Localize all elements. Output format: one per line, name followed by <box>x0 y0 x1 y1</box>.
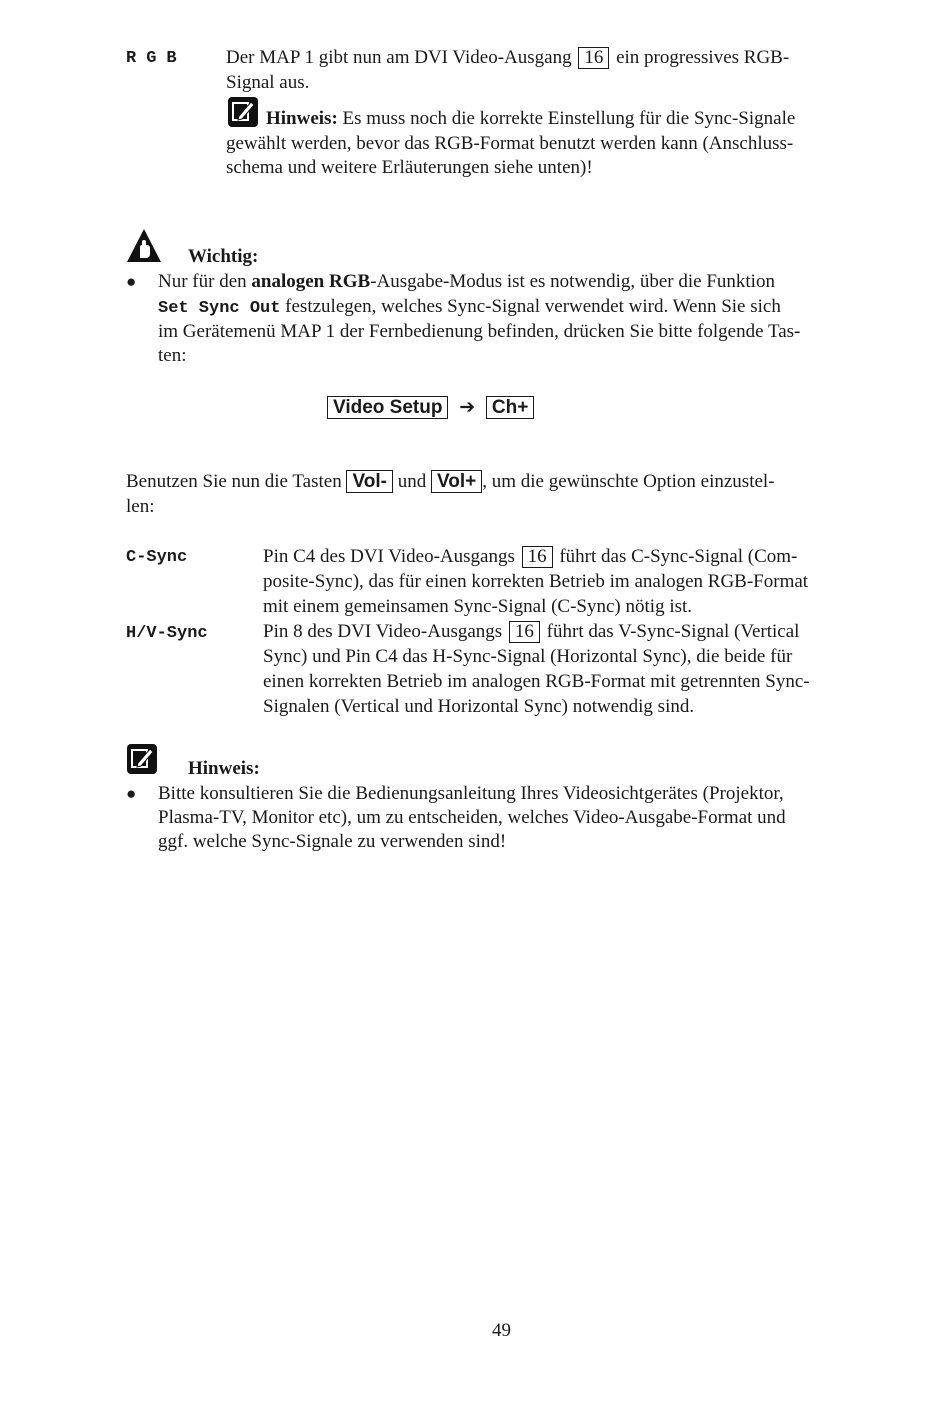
important-line-4: ten: <box>158 345 187 366</box>
important-bold-rgb: RGB <box>329 271 371 292</box>
hv-sync-line-4: Signalen (Vertical und Horizontal Sync) notwendig sind. <box>263 696 695 717</box>
rgb-text-a: Der MAP 1 gibt nun am DVI Video-Ausgang <box>226 47 572 68</box>
important-text-a: Nur für den <box>158 271 247 292</box>
note2-line-3: ggf. welche Sync-Signale zu verwenden sind! <box>158 831 507 852</box>
rgb-note-line-1 <box>266 107 877 132</box>
pencil-note-icon <box>127 744 157 774</box>
important-line-1 <box>158 270 877 295</box>
use-keys-text-a: Benutzen Sie nun die Tasten <box>126 471 342 492</box>
pencil-note-icon <box>228 97 258 127</box>
c-sync-line-3: mit einem gemeinsamen Sync-Signal (C-Sync) nötig ist. <box>263 596 693 617</box>
ref-box-16: 16 <box>522 546 553 568</box>
ch-plus-key: Ch+ <box>486 396 534 419</box>
hv-sync-line-3: einen korrekten Betrieb im analogen RGB-Format mit getrennten Sync- <box>263 671 810 692</box>
video-setup-key: Video Setup <box>327 396 448 419</box>
rgb-note-line-3: schema und weitere Erläuterungen siehe unten)! <box>226 157 593 178</box>
hv-sync-text-a: Pin 8 des DVI Video-Ausgangs <box>263 621 503 642</box>
use-keys-und: und <box>397 471 427 492</box>
vol-plus-key: Vol+ <box>431 470 482 493</box>
page-number: 49 <box>492 1320 511 1341</box>
note-icon-1 <box>228 97 258 135</box>
c-sync-text-b: führt das C-Sync-Signal (Com- <box>559 546 798 567</box>
important-line-3: im Gerätemenü MAP 1 der Fernbedienung befinden, drücken Sie bitte folgende Tas- <box>158 321 801 342</box>
note2-line-1: Bitte konsultieren Sie die Bedienungsanleitung Ihres Videosichtgerätes (Projektor, <box>158 783 784 804</box>
note2-label: Hinweis: <box>188 758 260 779</box>
important-bold-analog: analogen <box>251 271 325 292</box>
rgb-note-text-1: Es muss noch die korrekte Einstellung für die Sync-Signale <box>342 108 796 129</box>
rgb-note-label: Hinweis: <box>266 108 338 129</box>
option-term-c-sync: C-Sync <box>126 548 188 567</box>
note-icon-2 <box>127 744 157 782</box>
bullet-1: ● <box>126 272 137 291</box>
important-text-b: -Ausgabe-Modus ist es notwendig, über die Funktion <box>370 271 775 292</box>
use-keys-text-b: , um die gewünschte Option einzustel- <box>482 471 775 492</box>
bullet-2: ● <box>126 784 137 803</box>
key-sequence <box>327 395 534 421</box>
option-term-hv-sync: H/V-Sync <box>126 624 208 643</box>
hv-sync-line-1 <box>263 620 877 645</box>
use-keys-line-2: len: <box>126 496 155 517</box>
ref-box-16: 16 <box>578 47 609 69</box>
rgb-line-2: Signal aus. <box>226 72 310 93</box>
important-text-c: festzulegen, welches Sync-Signal verwendet wird. Wenn Sie sich <box>285 296 781 317</box>
hv-sync-text-b: führt das V-Sync-Signal (Vertical <box>546 621 800 642</box>
function-code: Set Sync Out <box>158 299 281 318</box>
arrow-right-icon: ➔ <box>459 396 476 418</box>
rgb-text-b: ein progressives RGB- <box>616 47 790 68</box>
important-line-2 <box>158 295 877 322</box>
vol-minus-key: Vol- <box>346 470 392 493</box>
important-label: Wichtig: <box>188 246 259 267</box>
hv-sync-line-2: Sync) und Pin C4 das H-Sync-Signal (Horizontal Sync), die beide für <box>263 646 793 667</box>
hand-warning-icon <box>126 228 162 264</box>
c-sync-line-2: posite-Sync), das für einen korrekten Betrieb im analogen RGB-Format <box>263 571 809 592</box>
use-keys-line-1 <box>126 470 877 495</box>
ref-box-16: 16 <box>509 621 540 643</box>
rgb-term: RGB <box>126 49 187 68</box>
rgb-line-1 <box>226 46 877 71</box>
rgb-note-line-2: gewählt werden, bevor das RGB-Format benutzt werden kann (Anschluss- <box>226 133 794 154</box>
note2-line-2: Plasma-TV, Monitor etc), um zu entscheiden, welches Video-Ausgabe-Format und <box>158 807 786 828</box>
c-sync-text-a: Pin C4 des DVI Video-Ausgangs <box>263 546 515 567</box>
c-sync-line-1 <box>263 545 877 570</box>
